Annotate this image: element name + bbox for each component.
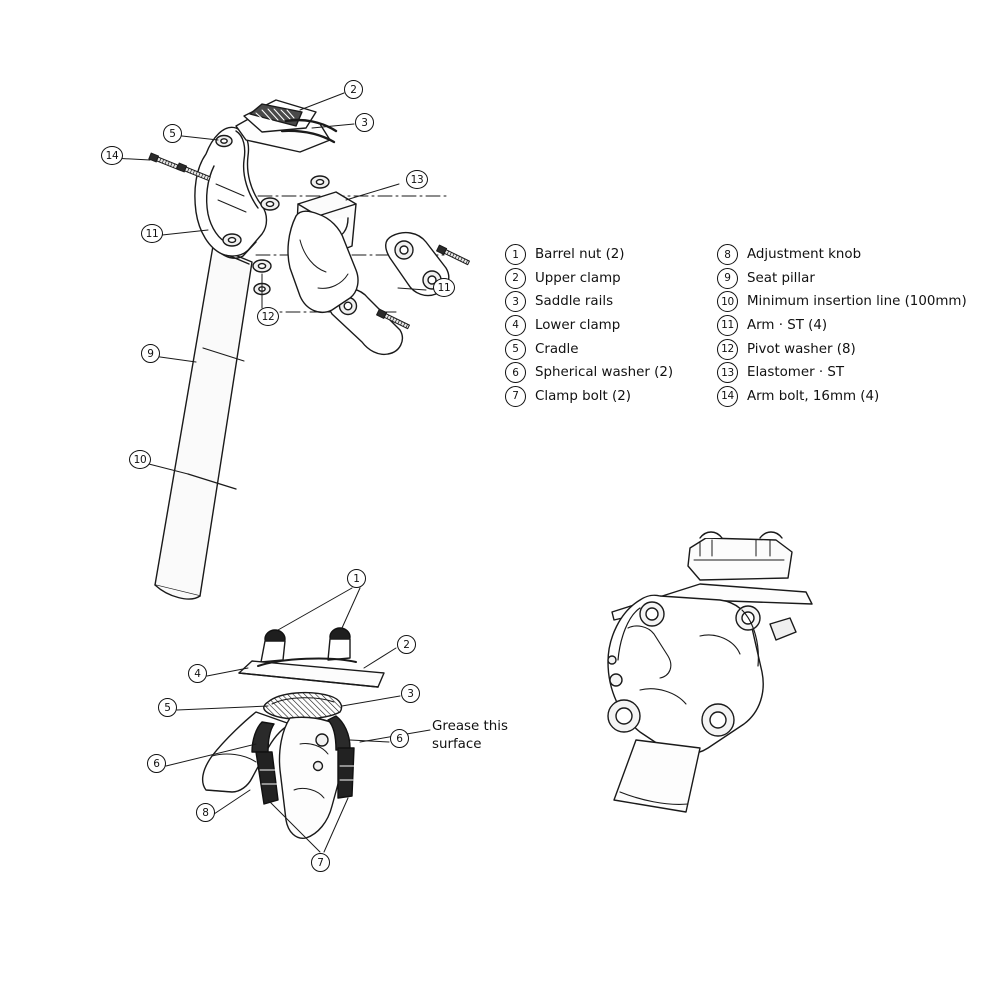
callout-1-bottom: 1	[347, 569, 366, 588]
assembled-rear-view	[608, 532, 812, 812]
legend-label-4: Lower clamp	[535, 318, 621, 334]
legend-item-14	[717, 385, 997, 409]
legend-column-right	[717, 243, 997, 408]
legend-label-14: Arm bolt, 16mm (4)	[747, 388, 880, 404]
legend-label-10: Minimum insertion line (100mm)	[747, 294, 967, 310]
callout-5-top: 5	[163, 124, 182, 143]
legend-item-1	[505, 243, 735, 267]
callout-7-bottom: 7	[311, 853, 330, 872]
callout-6-right: 6	[390, 729, 409, 748]
legend-bubble-10: 10	[717, 291, 738, 312]
legend-label-7: Clamp bolt (2)	[535, 388, 631, 404]
legend-bubble-9: 9	[717, 268, 738, 289]
callout-2-top: 2	[344, 80, 363, 99]
legend-bubble-12: 12	[717, 339, 738, 360]
legend-item-13	[717, 361, 997, 385]
legend-bubble-4: 4	[505, 315, 526, 336]
legend-label-6: Spherical washer (2)	[535, 365, 674, 381]
legend-bubble-7: 7	[505, 386, 526, 407]
legend-label-3: Saddle rails	[535, 294, 614, 310]
legend-item-6	[505, 361, 735, 385]
legend-item-2	[505, 267, 735, 291]
callout-3-bottom: 3	[401, 684, 420, 703]
legend-bubble-6: 6	[505, 362, 526, 383]
parts-legend	[505, 243, 995, 418]
legend-bubble-8: 8	[717, 244, 738, 265]
legend-label-1: Barrel nut (2)	[535, 247, 625, 263]
legend-label-2: Upper clamp	[535, 270, 621, 286]
barrel-nuts	[261, 628, 350, 662]
legend-item-7	[505, 385, 735, 409]
callout-12-top: 12	[257, 307, 279, 326]
callout-14-top: 14	[101, 146, 123, 165]
callout-6-left: 6	[147, 754, 166, 773]
legend-bubble-14: 14	[717, 386, 738, 407]
legend-item-9	[717, 267, 997, 291]
legend-label-11: Arm · ST (4)	[747, 318, 828, 334]
legend-bubble-1: 1	[505, 244, 526, 265]
cradle-bottom	[264, 693, 342, 719]
legend-bubble-3: 3	[505, 291, 526, 312]
grease-surface-note: Grease this surface	[432, 719, 508, 752]
legend-label-9: Seat pillar	[747, 270, 815, 286]
callout-10-top: 10	[129, 450, 151, 469]
callout-9-top: 9	[141, 344, 160, 363]
legend-item-8	[717, 243, 997, 267]
callout-4-bottom: 4	[188, 664, 207, 683]
legend-item-3	[505, 290, 735, 314]
legend-label-8: Adjustment knob	[747, 247, 862, 263]
legend-column-left	[505, 243, 735, 408]
callout-2-bottom: 2	[397, 635, 416, 654]
callout-5-bottom: 5	[158, 698, 177, 717]
legend-item-12	[717, 337, 997, 361]
legend-label-5: Cradle	[535, 341, 579, 357]
legend-item-10	[717, 290, 997, 314]
legend-bubble-11: 11	[717, 315, 738, 336]
legend-bubble-2: 2	[505, 268, 526, 289]
callout-8-bottom: 8	[196, 803, 215, 822]
legend-label-12: Pivot washer (8)	[747, 341, 856, 357]
callout-11-right: 11	[433, 278, 455, 297]
seat-pillar	[155, 246, 252, 599]
legend-label-13: Elastomer · ST	[747, 365, 845, 381]
callout-3-top: 3	[355, 113, 374, 132]
legend-bubble-5: 5	[505, 339, 526, 360]
legend-item-11	[717, 314, 997, 338]
callout-11-left: 11	[141, 224, 163, 243]
callout-13-top: 13	[406, 170, 428, 189]
legend-item-4	[505, 314, 735, 338]
legend-bubble-13: 13	[717, 362, 738, 383]
legend-item-5	[505, 337, 735, 361]
